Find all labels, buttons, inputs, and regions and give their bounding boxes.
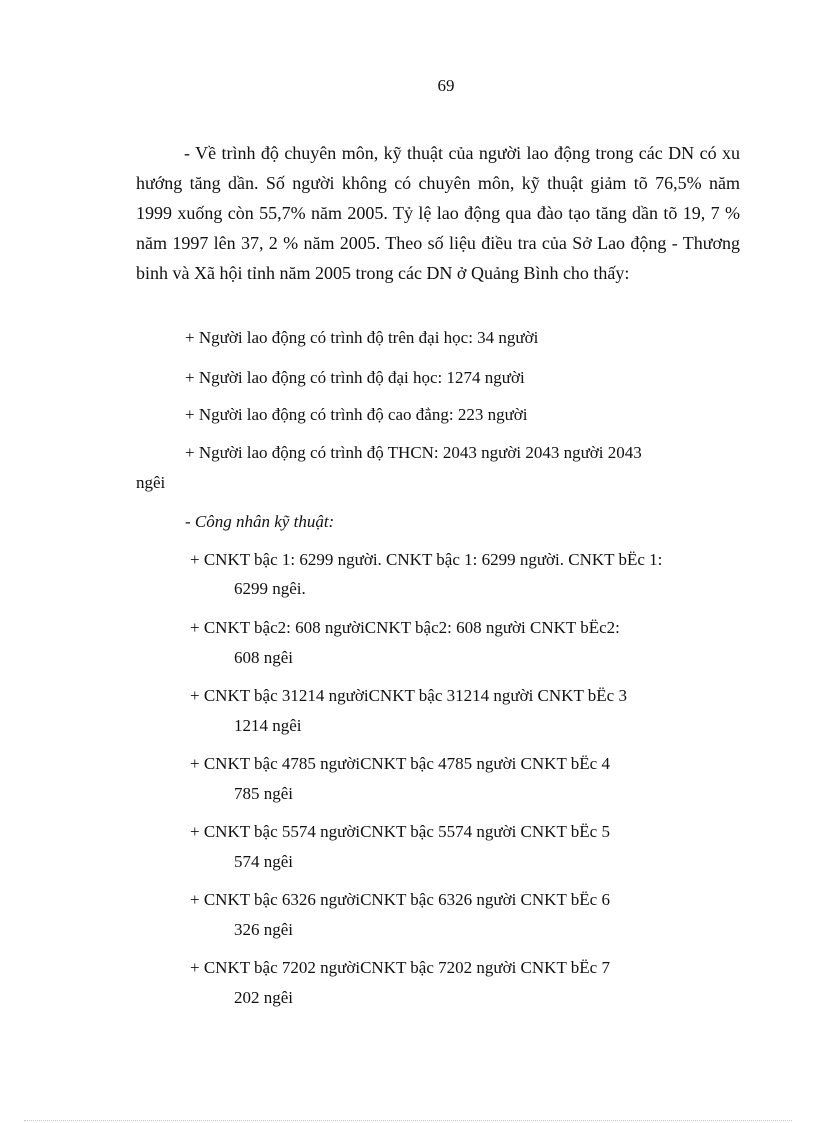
cnkt-item: + CNKT bậc 1: 6299 người. CNKT bậc 1: 6299 người. CNKT bËc 1:: [190, 550, 663, 569]
cnkt-item: + CNKT bậc2: 608 ngườiCNKT bậc2: 608 người CNKT bËc2:: [190, 618, 620, 637]
workers-heading: - Công nhân kỹ thuật:: [185, 512, 335, 531]
cnkt-item: + CNKT bậc 31214 ngườiCNKT bậc 31214 người CNKT bËc 3: [190, 686, 627, 705]
level-item: + Người lao động có trình độ THCN: 2043 người 2043 người 2043: [185, 443, 642, 462]
cnkt-item: + CNKT bậc 6326 ngườiCNKT bậc 6326 người CNKT bËc 6: [190, 890, 610, 909]
cnkt-item: + CNKT bậc 5574 ngườiCNKT bậc 5574 người CNKT bËc 5: [190, 822, 610, 841]
cnkt-item-continuation: 1214 ngêi: [234, 716, 302, 735]
page-bottom-divider: [24, 1120, 792, 1121]
cnkt-item-continuation: 326 ngêi: [234, 920, 294, 939]
cnkt-item-continuation: 785 ngêi: [234, 784, 294, 803]
cnkt-item-continuation: 202 ngêi: [234, 988, 294, 1007]
cnkt-item-continuation: 608 ngêi: [234, 648, 294, 667]
page-number: 69: [437, 76, 455, 95]
cnkt-item-continuation: 574 ngêi: [234, 852, 294, 871]
intro-paragraph: [136, 138, 740, 288]
level-item: + Người lao động có trình độ đại học: 1274 người: [185, 368, 525, 387]
level-item-continuation: ngêi: [136, 473, 166, 492]
cnkt-item: + CNKT bậc 4785 ngườiCNKT bậc 4785 người CNKT bËc 4: [190, 754, 610, 773]
level-item: + Người lao động có trình độ cao đẳng: 223 người: [185, 405, 528, 424]
cnkt-item-continuation: 6299 ngêi.: [234, 579, 306, 598]
cnkt-item: + CNKT bậc 7202 ngườiCNKT bậc 7202 người CNKT bËc 7: [190, 958, 610, 977]
level-item: + Người lao động có trình độ trên đại học: 34 người: [185, 328, 539, 347]
intro-text: - Về trình độ chuyên môn, kỹ thuật của người lao động trong các DN có xu hướng tăng dần. Số người không có chuyên môn, kỹ thuật giảm tõ 76,5% năm 1999 xuống còn 55,7% năm 2005. Tỷ lệ lao động qua đào tạo tăng dần tõ 19, 7 % năm 1997 lên 37, 2 % năm 2005. Theo số liệu điều tra của Sở Lao động - Thương binh và Xã hội tỉnh năm 2005 trong các DN ở Quảng Bình cho thấy:: [136, 143, 740, 283]
